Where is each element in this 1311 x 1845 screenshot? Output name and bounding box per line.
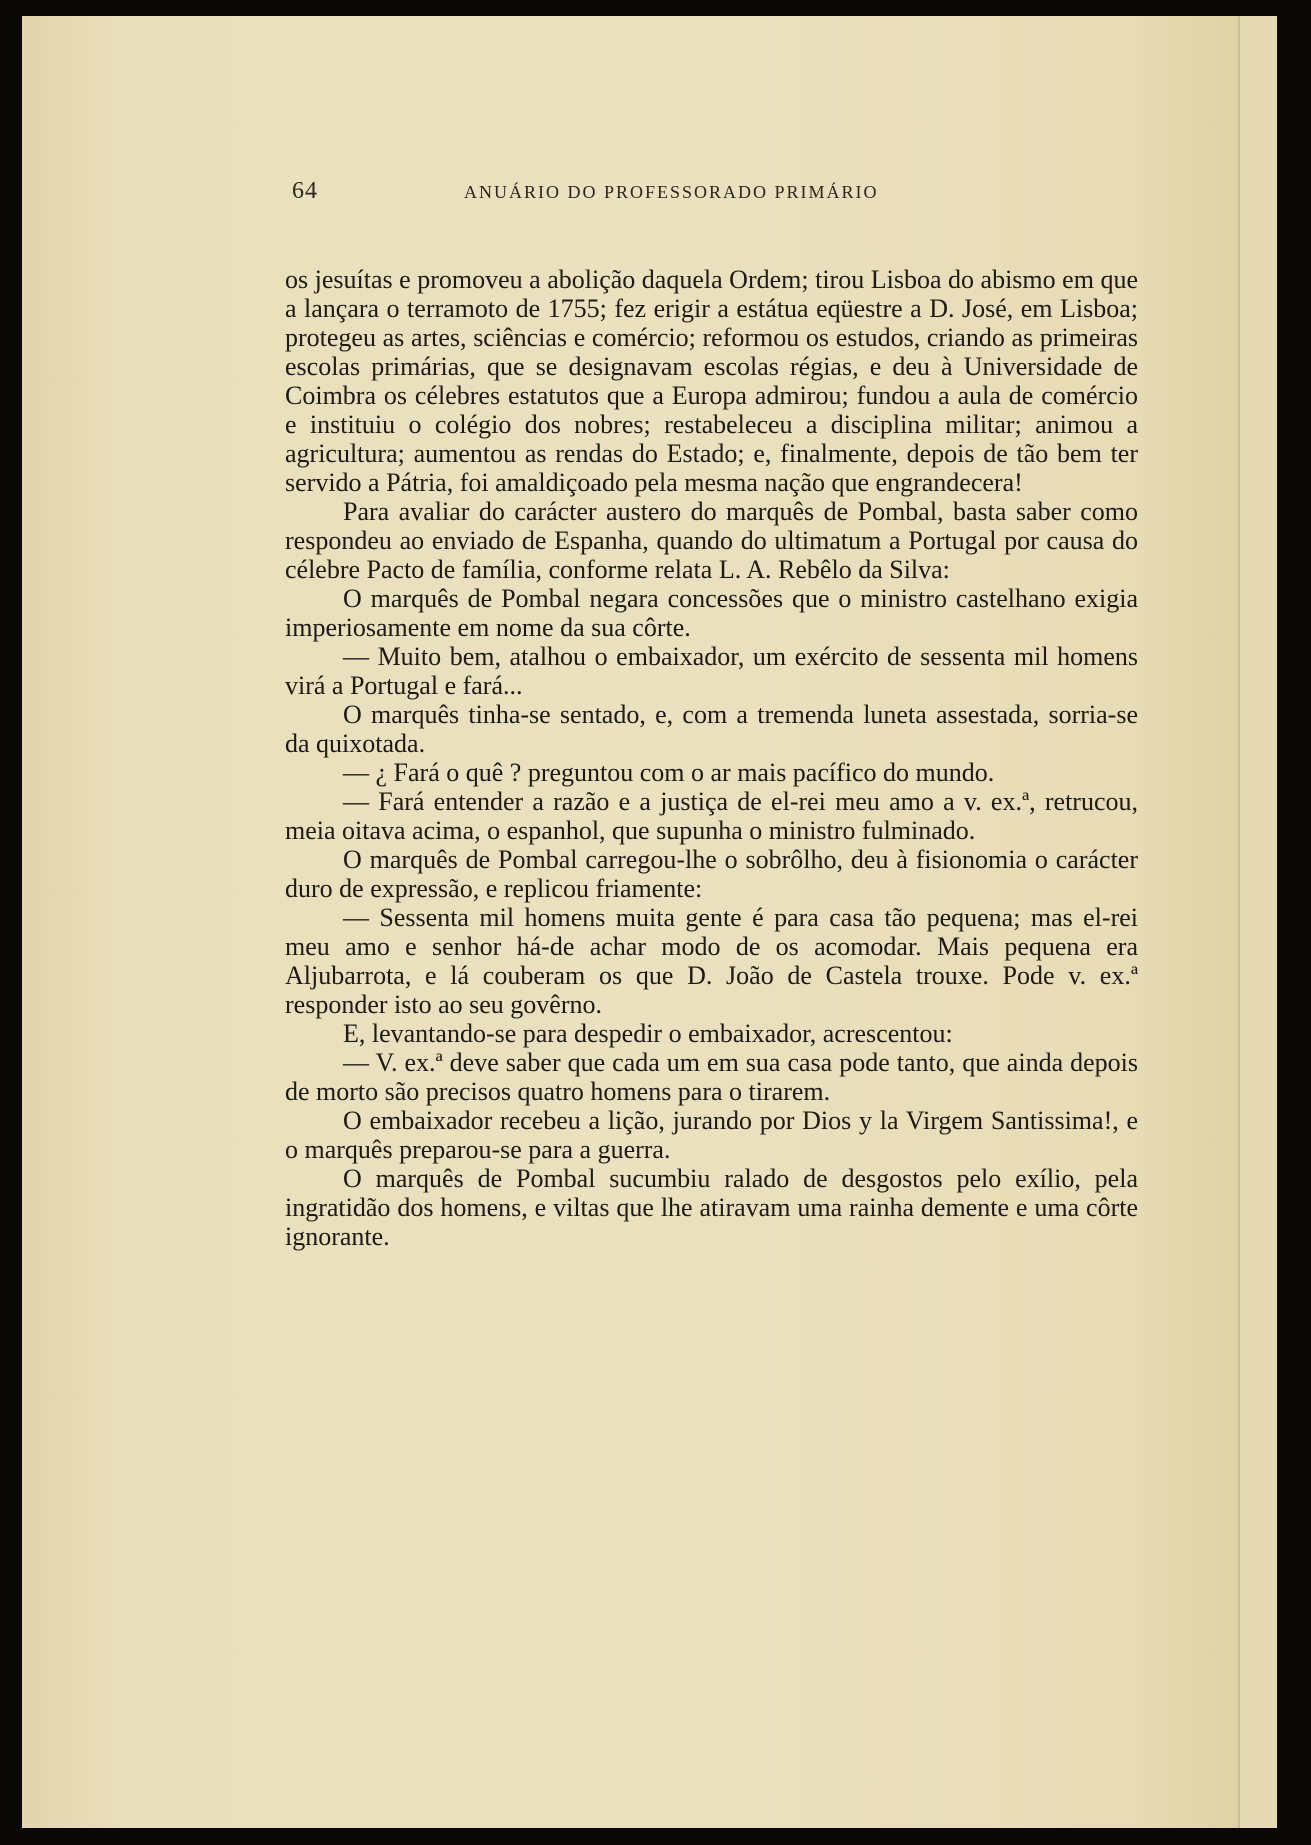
paragraph: O marquês de Pombal carregou-lhe o sobrôlho, deu à fisionomia o carácter duro de expressão, e replicou friamente: — [285, 845, 1138, 903]
paragraph: E, levantando-se para despedir o embaixador, acrescentou: — [343, 1019, 953, 1048]
paragraph: O marquês de Pombal sucumbiu ralado de desgostos pelo exílio, pela ingratidão dos homens, e viltas que lhe atiravam uma rainha demente e uma côrte ignorante. — [285, 1164, 1138, 1251]
paragraph: — Sessenta mil homens muita gente é para casa tão pequena; mas el-rei meu amo e senhor há-de achar modo de os acomodar. Mais pequena era Aljubarrota, e lá couberam os que D. João de Castela trouxe. Pode v. ex.ª responder isto ao seu govêrno. — [285, 903, 1138, 1019]
paragraph: — V. ex.ª deve saber que cada um em sua casa pode tanto, que ainda depois de morto são precisos quatro homens para o tirarem. — [285, 1048, 1138, 1106]
paragraph: os jesuítas e promoveu a abolição daquela Ordem; tirou Lisboa do abismo em que a lançara o terramoto de 1755; fez erigir a estátua eqüestre a D. José, em Lisboa; protegeu as artes, sciências e comércio; reformou os estudos, criando as primeiras escolas primárias, que se designavam escolas régias, e deu à Universidade de Coimbra os célebres estatutos que a Europa admirou; fundou a aula de comércio e instituiu o colégio dos nobres; restabeleceu a disciplina militar; animou a agricultura; aumentou as rendas do Estado; e, finalmente, depois de tão bem ter servido a Pátria, foi amaldiçoado pela mesma nação que engrandecera! — [285, 265, 1138, 497]
paragraph: — Fará entender a razão e a justiça de el-rei meu amo a v. ex.ª, retrucou, meia oitava acima, o espanhol, que supunha o ministro fulminado. — [285, 787, 1138, 845]
paragraph: Para avaliar do carácter austero do marquês de Pombal, basta saber como respondeu ao enviado de Espanha, quando do ultimatum a Portugal por causa do célebre Pacto de família, conforme relata L. A. Rebêlo da Silva: — [285, 497, 1138, 584]
paragraph: O marquês tinha-se sentado, e, com a tremenda luneta assestada, sorria-se da quixotada. — [285, 700, 1138, 758]
page-number: 64 — [292, 178, 318, 204]
adjacent-page-edge — [1240, 16, 1277, 1828]
paragraph: O embaixador recebeu a lição, jurando por Dios y la Virgem Santissima!, e o marquês preparou-se para a guerra. — [285, 1106, 1138, 1164]
page-header — [292, 178, 1138, 208]
body-text — [285, 265, 1138, 1251]
paragraph: O marquês de Pombal negara concessões que o ministro castelhano exigia imperiosamente em nome da sua côrte. — [285, 584, 1138, 642]
paragraph: — ¿ Fará o quê ? preguntou com o ar mais pacífico do mundo. — [343, 758, 995, 787]
running-title: ANUÁRIO DO PROFESSORADO PRIMÁRIO — [464, 182, 879, 202]
paragraph: — Muito bem, atalhou o embaixador, um exército de sessenta mil homens virá a Portugal e fará... — [285, 642, 1138, 700]
